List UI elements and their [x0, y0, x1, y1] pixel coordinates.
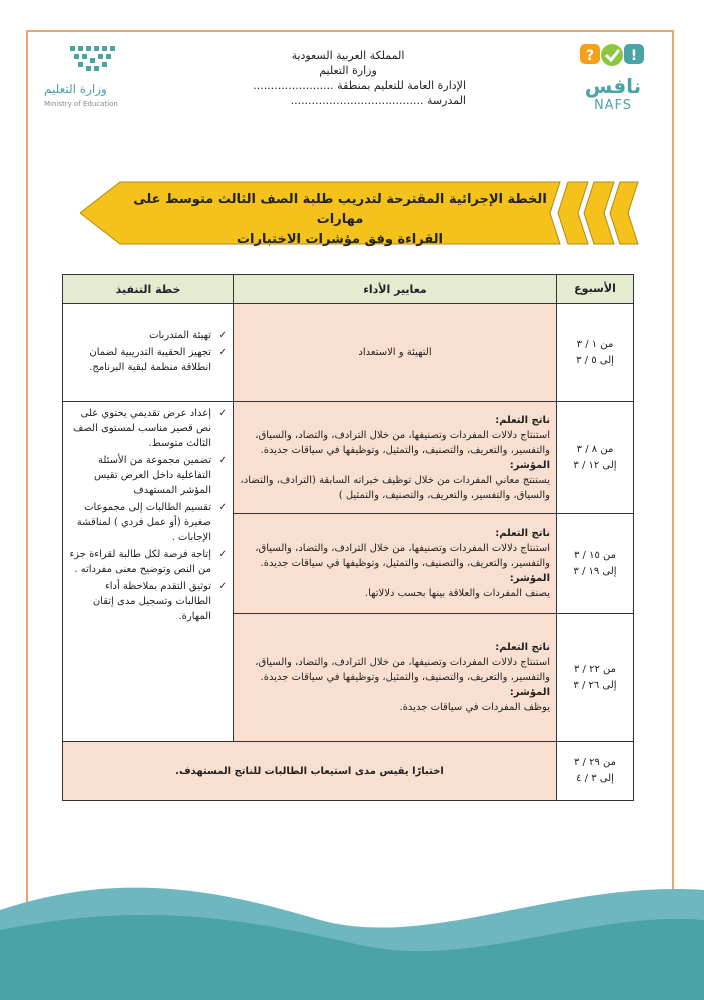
week-cell	[557, 304, 634, 402]
plan-header: خطة التنفيذ	[63, 275, 234, 304]
check-icon: ✓	[218, 347, 227, 358]
indicator-label: المؤشر:	[509, 459, 550, 471]
check-icon: ✓	[218, 581, 227, 592]
indicator-label: المؤشر:	[509, 573, 550, 584]
plan-item-text: تهيئة المتدربات	[149, 330, 211, 341]
table-row	[63, 742, 634, 801]
outcome-text: استنتاج دلالات المفردات وتصنيفها، من خلال الترادف، والتضاد، والسياق، والتفسير، والتعريف، والتصنيف، والتمثيل، وتوظيفها في سياقات جديدة.	[255, 543, 550, 569]
nafs-english-name: NAFS	[593, 98, 633, 113]
criteria-cell	[234, 402, 557, 514]
plan-item-text: تضمين مجموعة من الأسئلة التفاعلية داخل العرض تقيس المؤشر المستهدف	[94, 455, 211, 496]
check-icon: ✓	[218, 330, 227, 341]
kingdom-name: المملكة العربية السعودية	[291, 49, 405, 62]
plan-table	[62, 274, 634, 801]
week-cell	[557, 514, 634, 614]
week-from: من ١ / ٣	[576, 338, 614, 350]
svg-text:?: ?	[585, 48, 595, 64]
school-line: المدرسة ......................................	[290, 94, 466, 107]
final-test-cell: اختبارًا يقيس مدى استيعاب الطالبات للناتج المستهدف.	[63, 742, 557, 801]
week-from: من ١٥ / ٣	[573, 549, 616, 561]
plan-cell	[63, 304, 234, 402]
week-header: الأسبوع	[557, 275, 634, 304]
list-item	[69, 547, 227, 577]
week-from: من ٢٩ / ٣	[573, 757, 616, 768]
nafs-arabic-name: نافس	[584, 74, 642, 98]
header-text	[230, 48, 466, 108]
outcome-label: ناتج التعلم:	[495, 414, 550, 426]
decorative-wave	[0, 850, 704, 1000]
plan-list	[69, 406, 227, 624]
outcome-text: استنتاج دلالات المفردات وتصنيفها، من خلال الترادف، والتضاد، والسياق، والتفسير، والتعريف، والتصنيف، والتمثيل، وتوظيفها في سياقات جديدة.	[255, 657, 550, 683]
plan-item-text: تجهيز الحقيبة التدريبية لضمان انطلاقة منظمة لبقية البرنامج.	[89, 347, 211, 373]
plan-title-line2: القراءة وفق مؤشرات الاختبارات	[236, 232, 444, 247]
check-icon: ✓	[218, 549, 227, 560]
plan-title	[130, 190, 550, 250]
table-row	[63, 402, 634, 514]
indicator-text: يصنف المفردات والعلاقة بينها بحسب دلالاتها.	[364, 588, 550, 599]
plan-item-text: تقسيم الطالبات إلى مجموعات صغيرة (أو عمل فردي ) لمناقشة الإجابات .	[76, 502, 211, 543]
plan-item-text: إعداد عرض تقديمي يحتوي على نص قصير مناسب لمستوى الصف الثالث متوسط.	[73, 408, 211, 449]
week-from: من ٢٢ / ٣	[573, 663, 616, 675]
week-from: من ٨ / ٣	[576, 443, 614, 455]
list-item	[69, 328, 227, 343]
table-row	[63, 304, 634, 402]
indicator-text: يوظف المفردات في سياقات جديدة.	[399, 702, 550, 713]
week-to: إلى ١٩ / ٣	[573, 565, 617, 577]
list-item	[69, 345, 227, 375]
criteria-cell	[234, 514, 557, 614]
list-item	[69, 579, 227, 624]
criteria-cell: التهيئة و الاستعداد	[234, 304, 557, 402]
week-to: إلى ١٢ / ٣	[573, 459, 617, 471]
plan-cell	[63, 402, 234, 742]
week-cell	[557, 742, 634, 801]
week-cell	[557, 614, 634, 742]
check-icon: ✓	[218, 502, 227, 513]
plan-item-text: إتاحة فرصة لكل طالبة لقراءة جزء من النص وتوضيح معنى مفرداته .	[69, 549, 211, 575]
administration-line: الإدارة العامة للتعليم بمنطقة .......................	[253, 79, 466, 92]
list-item	[69, 500, 227, 545]
week-to: إلى ٥ / ٣	[576, 354, 614, 366]
ministry-name: وزارة التعليم	[319, 64, 377, 77]
outcome-label: ناتج التعلم:	[495, 528, 550, 539]
outcome-label: ناتج التعلم:	[495, 642, 550, 653]
list-item	[69, 406, 227, 451]
week-to: إلى ٢٦ / ٣	[573, 679, 617, 691]
moe-english-name: Ministry of Education	[44, 100, 118, 108]
check-icon: ✓	[218, 455, 227, 466]
svg-text:!: !	[630, 48, 638, 64]
check-icon: ✓	[218, 408, 227, 419]
criteria-header: معايير الأداء	[234, 275, 557, 304]
table-header-row	[63, 275, 634, 304]
list-item	[69, 453, 227, 498]
week-to: إلى ٣ / ٤	[576, 773, 614, 784]
week-cell	[557, 402, 634, 514]
moe-arabic-name: وزارة التعليم	[44, 82, 107, 96]
plan-list	[69, 328, 227, 375]
criteria-cell	[234, 614, 557, 742]
indicator-text: يستنتج معاني المفردات من خلال توظيف خبراته السابقة (الترادف، والتضاد، والسياق، والتفسير، والتعريف، والتصنيف، والتمثيل )	[240, 474, 550, 501]
plan-item-text: توثيق التقدم بملاحظة أداء الطالبات وتسجيل مدى إتقان المهارة.	[92, 581, 211, 622]
outcome-text: استنتاج دلالات المفردات وتصنيفها، من خلال الترادف، والتضاد، والسياق، والتفسير، والتعريف، والتصنيف، والتمثيل، وتوظيفها في سياقات جديدة.	[255, 429, 550, 456]
plan-title-line1: الخطة الإجرائية المقترحة لتدريب طلبة الصف الثالث متوسط على مهارات	[133, 192, 547, 227]
indicator-label: المؤشر:	[509, 687, 550, 698]
